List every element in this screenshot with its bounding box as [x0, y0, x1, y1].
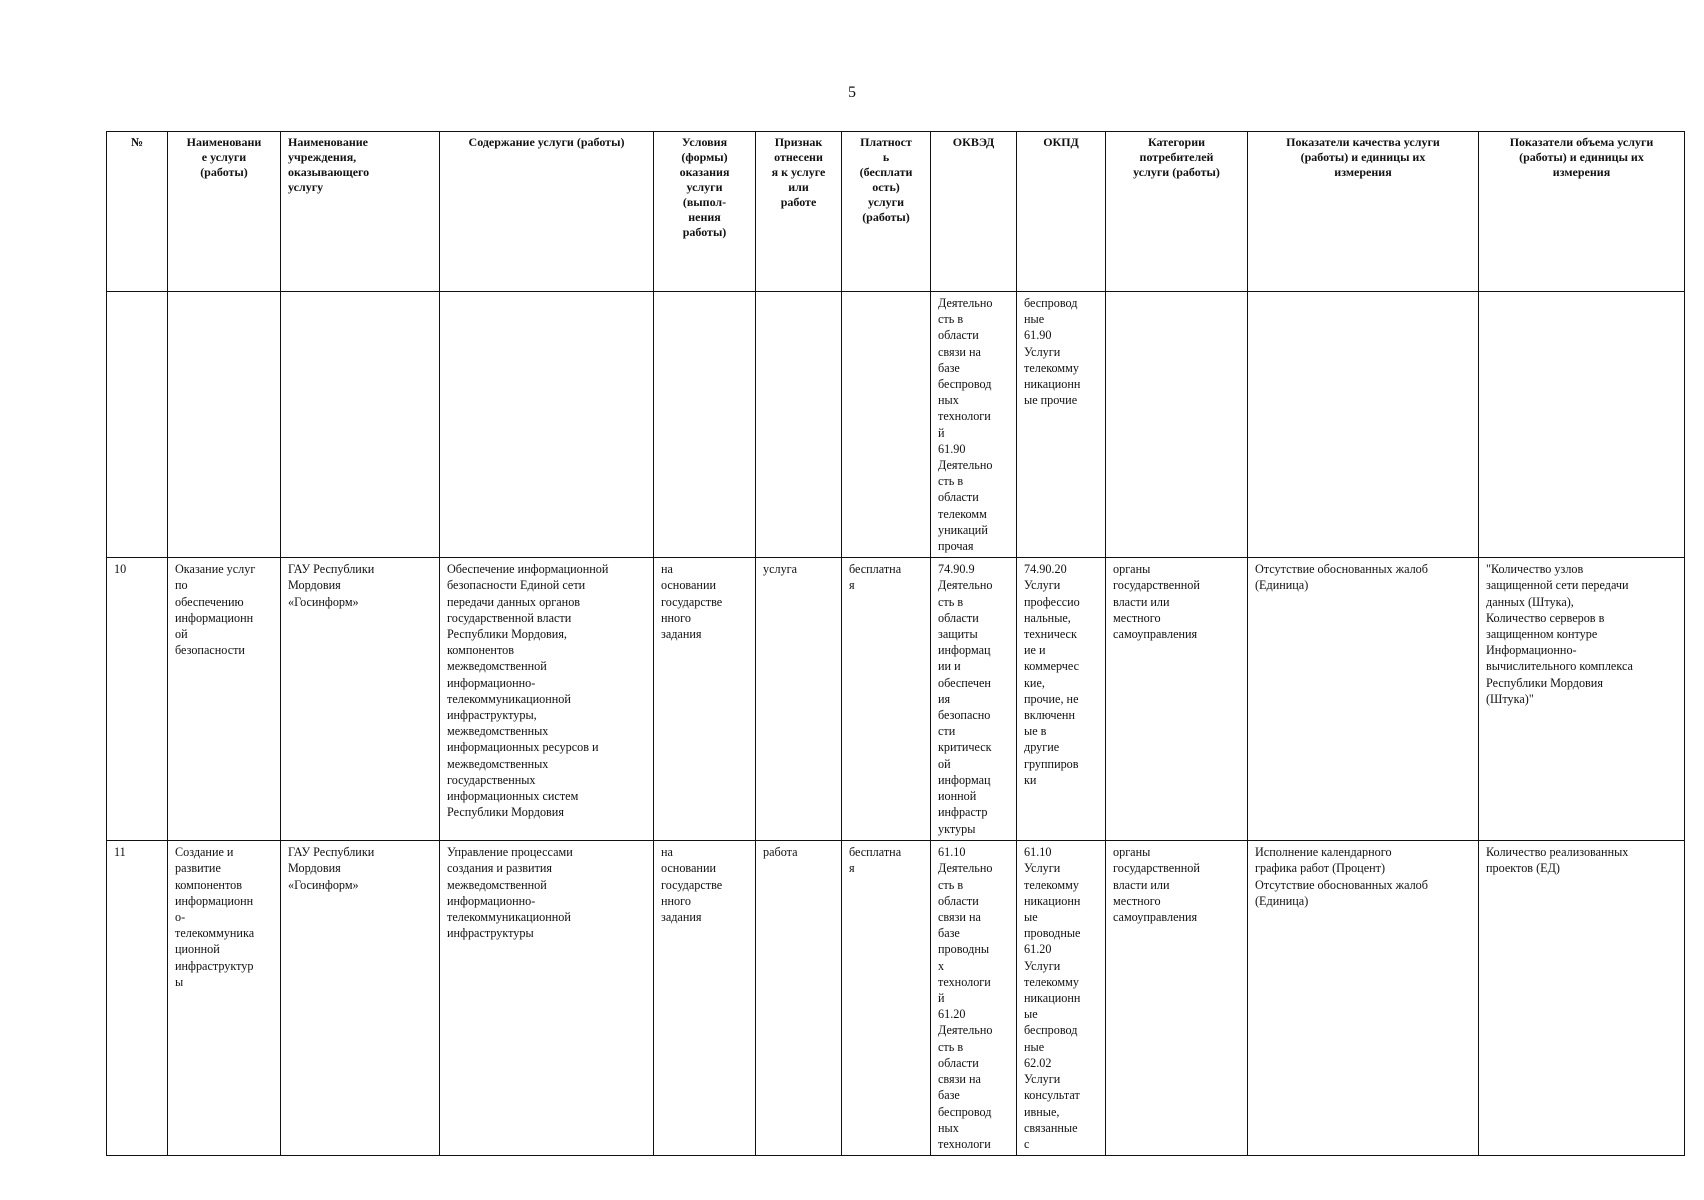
- header-number: №: [107, 132, 168, 292]
- cell-consumer-categories: [1106, 292, 1248, 558]
- cell-institution-name: ГАУ Республики Мордовия «Госинформ»: [281, 841, 440, 1156]
- header-consumer-categories: Категории потребителей услуги (работы): [1106, 132, 1248, 292]
- cell-number: [107, 292, 168, 558]
- cell-volume-indicators: [1479, 292, 1685, 558]
- cell-consumer-categories: органы государственной власти или местного самоуправления: [1106, 558, 1248, 841]
- cell-conditions: [654, 292, 756, 558]
- table-header-row: [107, 132, 1685, 292]
- cell-attribute: услуга: [756, 558, 842, 841]
- cell-okpd: беспровод ные 61.90 Услуги телекомму никационн ые прочие: [1017, 292, 1106, 558]
- cell-attribute: работа: [756, 841, 842, 1156]
- cell-number: 10: [107, 558, 168, 841]
- cell-quality-indicators: Отсутствие обоснованных жалоб (Единица): [1248, 558, 1479, 841]
- cell-institution-name: [281, 292, 440, 558]
- cell-service-name: Оказание услуг по обеспечению информационн ой безопасности: [168, 558, 281, 841]
- cell-okved: 61.10 Деятельно сть в области связи на базе проводны х технологи й 61.20 Деятельно сть в области связи на базе беспровод ных технологи: [931, 841, 1017, 1156]
- services-table: [106, 131, 1685, 1156]
- cell-consumer-categories: органы государственной власти или местного самоуправления: [1106, 841, 1248, 1156]
- cell-institution-name: ГАУ Республики Мордовия «Госинформ»: [281, 558, 440, 841]
- cell-okved: Деятельно сть в области связи на базе беспровод ных технологи й 61.90 Деятельно сть в области телекомм уникаций прочая: [931, 292, 1017, 558]
- header-okved: ОКВЭД: [931, 132, 1017, 292]
- cell-volume-indicators: Количество реализованных проектов (ЕД): [1479, 841, 1685, 1156]
- header-conditions: Условия (формы) оказания услуги (выпол- нения работы): [654, 132, 756, 292]
- cell-conditions: на основании государстве нного задания: [654, 841, 756, 1156]
- cell-quality-indicators: Исполнение календарного графика работ (Процент) Отсутствие обоснованных жалоб (Единица): [1248, 841, 1479, 1156]
- header-service-name: Наименовани е услуги (работы): [168, 132, 281, 292]
- table-row: [107, 292, 1685, 558]
- header-service-content: Содержание услуги (работы): [440, 132, 654, 292]
- header-attribute: Признак отнесени я к услуге или работе: [756, 132, 842, 292]
- cell-service-content: Обеспечение информационной безопасности Единой сети передачи данных органов государственной власти Республики Мордовия, компонентов межведомственной информационно- телекоммуникационной инфраструктуры, межведомственных информационных ресурсов и межведомственных государственных информационных систем Республики Мордовия: [440, 558, 654, 841]
- cell-service-name: Создание и развитие компонентов информационн о- телекоммуника ционной инфраструктур ы: [168, 841, 281, 1156]
- page-number: 5: [848, 84, 856, 101]
- cell-payment: бесплатна я: [842, 558, 931, 841]
- header-volume-indicators: Показатели объема услуги (работы) и единицы их измерения: [1479, 132, 1685, 292]
- cell-okpd: 74.90.20 Услуги профессио нальные, техническ ие и коммерчес кие, прочие, не включенн ые в другие группиров ки: [1017, 558, 1106, 841]
- cell-service-name: [168, 292, 281, 558]
- header-quality-indicators: Показатели качества услуги (работы) и единицы их измерения: [1248, 132, 1479, 292]
- table-row: [107, 841, 1685, 1156]
- header-payment: Платност ь (бесплати ость) услуги (работы): [842, 132, 931, 292]
- header-okpd: ОКПД: [1017, 132, 1106, 292]
- cell-number: 11: [107, 841, 168, 1156]
- table-row: [107, 558, 1685, 841]
- cell-okved: 74.90.9 Деятельно сть в области защиты информац ии и обеспечен ия безопасно сти критическ ой информац ионной инфрастр уктуры: [931, 558, 1017, 841]
- cell-quality-indicators: [1248, 292, 1479, 558]
- cell-volume-indicators: "Количество узлов защищенной сети передачи данных (Штука), Количество серверов в защищенном контуре Информационно- вычислительного комплекса Республики Мордовия (Штука)": [1479, 558, 1685, 841]
- cell-service-content: Управление процессами создания и развития межведомственной информационно- телекоммуникационной инфраструктуры: [440, 841, 654, 1156]
- header-institution-name: Наименование учреждения, оказывающего услугу: [281, 132, 440, 292]
- cell-service-content: [440, 292, 654, 558]
- cell-conditions: на основании государстве нного задания: [654, 558, 756, 841]
- cell-okpd: 61.10 Услуги телекомму никационн ые проводные 61.20 Услуги телекомму никационн ые беспровод ные 62.02 Услуги консультат ивные, связанные с: [1017, 841, 1106, 1156]
- cell-payment: бесплатна я: [842, 841, 931, 1156]
- cell-attribute: [756, 292, 842, 558]
- cell-payment: [842, 292, 931, 558]
